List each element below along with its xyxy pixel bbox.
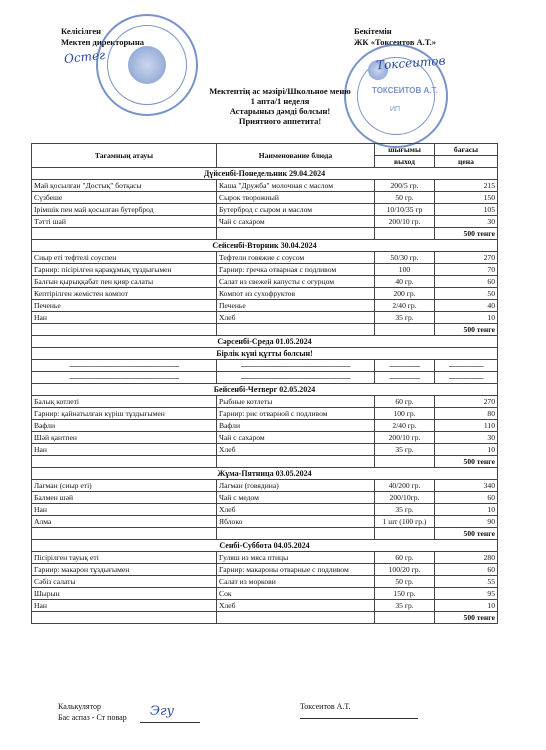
dish-name-ru: Хлеб — [217, 600, 375, 612]
holiday-greeting: Бірлік күні құтты болсын! — [32, 348, 498, 360]
header-right-subtitle: ЖК «Токсеитов А.Т.» — [354, 37, 436, 47]
total-spacer — [375, 324, 435, 336]
menu-item-row — [32, 216, 498, 228]
dish-name-kz: Май қосылған "Достық" ботқасы — [32, 180, 217, 192]
dish-name-kz: Лагман (сиыр еті) — [32, 480, 217, 492]
dish-name-kz: Тәтті шай — [32, 216, 217, 228]
total-spacer — [217, 456, 375, 468]
menu-table — [31, 143, 498, 624]
dish-price: 60 — [435, 276, 498, 288]
day-total-row — [32, 324, 498, 336]
dish-output: 40 гр. — [375, 276, 435, 288]
dish-name-ru: Вафли — [217, 420, 375, 432]
dish-name-ru: Компот из сухофруктов — [217, 288, 375, 300]
dish-name-kz: Гарнир: пісірілген қарақұмық тұздығымен — [32, 264, 217, 276]
dish-name-kz: Балғын қырыққабат пен қияр салаты — [32, 276, 217, 288]
state-emblem-icon — [128, 46, 166, 84]
dish-name-ru: Чай с сахаром — [217, 432, 375, 444]
dish-name-kz: Балмен шәй — [32, 492, 217, 504]
dish-output: 2/40 гр. — [375, 300, 435, 312]
menu-item-row — [32, 288, 498, 300]
dish-output: 2/40 гр. — [375, 420, 435, 432]
dash-cell: ----------------- — [435, 360, 498, 372]
dish-name-kz: Гарнир: қайнатылған күріш тұздығымен — [32, 408, 217, 420]
dish-price: 30 — [435, 432, 498, 444]
day-header-row — [32, 336, 498, 348]
dish-price: 90 — [435, 516, 498, 528]
dish-name-kz: Сәбіз салаты — [32, 576, 217, 588]
dish-output: 10/10/35 гр — [375, 204, 435, 216]
day-total: 500 тенге — [435, 228, 498, 240]
school-stamp — [96, 14, 198, 116]
dish-name-kz: Вафли — [32, 420, 217, 432]
menu-item-row — [32, 444, 498, 456]
cook-signature: Эгу — [150, 704, 175, 719]
menu-item-row — [32, 300, 498, 312]
dish-price: 215 — [435, 180, 498, 192]
menu-item-row — [32, 576, 498, 588]
day-title: Жұма-Пятница 03.05.2024 — [32, 468, 498, 480]
menu-item-row — [32, 204, 498, 216]
day-total-row — [32, 228, 498, 240]
dish-name-ru: Каша "Дружба" молочная с маслом — [217, 180, 375, 192]
dish-price: 10 — [435, 444, 498, 456]
total-spacer — [217, 228, 375, 240]
dish-name-ru: Гарнир: гречка отварная с подливом — [217, 264, 375, 276]
dish-price: 40 — [435, 300, 498, 312]
dish-price: 80 — [435, 408, 498, 420]
dish-output: 100/20 гр. — [375, 564, 435, 576]
title-line-1: Мектептің ас мәзірі/Школьное меню — [209, 86, 351, 96]
day-header-row — [32, 540, 498, 552]
dish-output: 50 гр. — [375, 192, 435, 204]
dish-name-ru: Бутерброд с сыром и маслом — [217, 204, 375, 216]
menu-item-row — [32, 588, 498, 600]
menu-item-row — [32, 432, 498, 444]
dash-row — [32, 372, 498, 384]
day-total-row — [32, 528, 498, 540]
dish-output: 200/5 гр. — [375, 180, 435, 192]
total-spacer — [217, 612, 375, 624]
dish-name-kz: Шырын — [32, 588, 217, 600]
dish-name-ru: Гуляш из мяса птицы — [217, 552, 375, 564]
dish-price: 340 — [435, 480, 498, 492]
col-header-kz: Тағамның атауы — [32, 144, 217, 168]
dish-name-ru: Печенье — [217, 300, 375, 312]
header-left-title: Келісілген — [61, 26, 102, 36]
dish-name-ru: Сок — [217, 588, 375, 600]
menu-item-row — [32, 600, 498, 612]
dish-price: 110 — [435, 420, 498, 432]
dish-price: 60 — [435, 564, 498, 576]
footer-cook-line — [140, 722, 200, 723]
dash-cell: --------------- — [375, 372, 435, 384]
col-header-price-top: бағасы — [435, 144, 498, 156]
dish-output: 200 гр. — [375, 288, 435, 300]
title-line-4: Приятного аппетита! — [238, 116, 322, 126]
dish-name-kz: Нан — [32, 600, 217, 612]
dish-output: 100 — [375, 264, 435, 276]
dish-output: 35 гр. — [375, 600, 435, 612]
header-right-title: Бекітемін — [354, 26, 392, 36]
dish-name-kz: Кептірілген жемістен компот — [32, 288, 217, 300]
total-spacer — [375, 528, 435, 540]
dish-price: 150 — [435, 192, 498, 204]
dish-price: 10 — [435, 600, 498, 612]
dish-name-ru: Гарнир: рис отварной с подливом — [217, 408, 375, 420]
dish-output: 50/30 гр. — [375, 252, 435, 264]
menu-item-row — [32, 492, 498, 504]
menu-item-row — [32, 276, 498, 288]
total-spacer — [375, 456, 435, 468]
day-total: 500 тенге — [435, 612, 498, 624]
dish-price: 10 — [435, 504, 498, 516]
day-header-row — [32, 168, 498, 180]
dash-cell: ------------------------------------------------------ — [217, 360, 375, 372]
dash-cell: ------------------------------------------------------ — [32, 372, 217, 384]
total-spacer — [32, 324, 217, 336]
header-left-subtitle: Мектеп директорына — [61, 37, 144, 47]
day-header-row — [32, 468, 498, 480]
dash-row — [32, 360, 498, 372]
dish-price: 280 — [435, 552, 498, 564]
total-spacer — [32, 228, 217, 240]
dish-name-ru: Хлеб — [217, 444, 375, 456]
total-spacer — [32, 612, 217, 624]
total-spacer — [375, 612, 435, 624]
dish-output: 40/200 гр. — [375, 480, 435, 492]
menu-item-row — [32, 264, 498, 276]
total-spacer — [217, 324, 375, 336]
dish-price: 270 — [435, 396, 498, 408]
footer-calc-label: Калькулятор — [58, 702, 101, 711]
dish-name-kz: Нан — [32, 312, 217, 324]
dish-price: 10 — [435, 312, 498, 324]
day-title: Сәрсенбі-Среда 01.05.2024 — [32, 336, 498, 348]
dish-price: 30 — [435, 216, 498, 228]
col-header-price-bottom: цена — [435, 156, 498, 168]
dish-price: 60 — [435, 492, 498, 504]
dish-output: 35 гр. — [375, 312, 435, 324]
table-header-row — [32, 144, 498, 156]
title-line-3: Астарыныз дәмді болсын! — [229, 106, 331, 116]
col-header-ru: Наименование блюда — [217, 144, 375, 168]
menu-item-row — [32, 504, 498, 516]
day-title: Сейсенбі-Вторник 30.04.2024 — [32, 240, 498, 252]
menu-item-row — [32, 480, 498, 492]
total-spacer — [375, 228, 435, 240]
menu-item-row — [32, 564, 498, 576]
dish-name-ru: Салат из моркови — [217, 576, 375, 588]
col-header-out-bottom: выход — [375, 156, 435, 168]
dish-output: 150 гр. — [375, 588, 435, 600]
dish-price: 70 — [435, 264, 498, 276]
dish-output: 35 гр. — [375, 504, 435, 516]
director-signature: Ocтег — [63, 47, 106, 67]
dish-output: 35 гр. — [375, 444, 435, 456]
dish-name-ru: Тефтели говяжие с соусом — [217, 252, 375, 264]
footer-cook-label: Бас аспаз - Ст повар — [58, 713, 127, 722]
dish-name-kz: Ірімшік пен май қосылған бутерброд — [32, 204, 217, 216]
dish-price: 55 — [435, 576, 498, 588]
dish-output: 60 гр. — [375, 396, 435, 408]
menu-item-row — [32, 252, 498, 264]
dish-name-kz: Сиыр еті тефтелі соуспен — [32, 252, 217, 264]
menu-item-row — [32, 408, 498, 420]
menu-item-row — [32, 396, 498, 408]
dish-price: 270 — [435, 252, 498, 264]
dish-name-kz: Сүзбеше — [32, 192, 217, 204]
stamp-ip: ИП — [390, 106, 401, 113]
dish-name-ru: Гарнир: макароны отварные с подливом — [217, 564, 375, 576]
dish-name-ru: Хлеб — [217, 312, 375, 324]
day-total-row — [32, 612, 498, 624]
menu-table-body — [32, 144, 498, 624]
dish-name-ru: Яблоко — [217, 516, 375, 528]
dish-name-kz: Нан — [32, 504, 217, 516]
day-total: 500 тенге — [435, 528, 498, 540]
dish-name-ru: Сырок творожный — [217, 192, 375, 204]
dish-price: 105 — [435, 204, 498, 216]
day-title: Сенбі-Суббота 04.05.2024 — [32, 540, 498, 552]
menu-item-row — [32, 420, 498, 432]
dish-name-kz: Пісірілген тауық еті — [32, 552, 217, 564]
holiday-row — [32, 348, 498, 360]
dish-name-ru: Рыбные котлеты — [217, 396, 375, 408]
dish-price: 50 — [435, 288, 498, 300]
dish-name-ru: Чай с медом — [217, 492, 375, 504]
footer-signer-line — [300, 718, 418, 719]
day-total: 500 тенге — [435, 324, 498, 336]
dish-output: 1 шт (100 гр.) — [375, 516, 435, 528]
stamp-name: ТОКСЕИТОВ А.Т. — [372, 86, 438, 95]
dash-cell: --------------- — [375, 360, 435, 372]
menu-item-row — [32, 516, 498, 528]
dish-name-kz: Печенье — [32, 300, 217, 312]
dish-name-ru: Лагман (говядина) — [217, 480, 375, 492]
dash-cell: ------------------------------------------------------ — [217, 372, 375, 384]
dish-name-kz: Шәй қантпен — [32, 432, 217, 444]
dish-price: 95 — [435, 588, 498, 600]
dish-name-kz: Балық котлеті — [32, 396, 217, 408]
dish-output: 200/10 гр. — [375, 432, 435, 444]
total-spacer — [217, 528, 375, 540]
dash-cell: ----------------- — [435, 372, 498, 384]
dish-output: 200/10 гр. — [375, 216, 435, 228]
menu-item-row — [32, 180, 498, 192]
dish-name-ru: Чай с сахаром — [217, 216, 375, 228]
dish-name-kz: Нан — [32, 444, 217, 456]
dish-name-ru: Хлеб — [217, 504, 375, 516]
dish-output: 100 гр. — [375, 408, 435, 420]
day-title: Дүйсенбі-Понедельник 29.04.2024 — [32, 168, 498, 180]
dash-cell: ------------------------------------------------------ — [32, 360, 217, 372]
total-spacer — [32, 528, 217, 540]
day-header-row — [32, 240, 498, 252]
menu-title — [190, 86, 370, 126]
day-total: 500 тенге — [435, 456, 498, 468]
menu-item-row — [32, 192, 498, 204]
col-header-out-top: шығымы — [375, 144, 435, 156]
dish-output: 60 гр. — [375, 552, 435, 564]
day-title: Бейсенбі-Четверг 02.05.2024 — [32, 384, 498, 396]
dish-output: 200/10гр. — [375, 492, 435, 504]
dish-name-kz: Гарнир: макарон тұздығымен — [32, 564, 217, 576]
day-header-row — [32, 384, 498, 396]
total-spacer — [32, 456, 217, 468]
menu-item-row — [32, 312, 498, 324]
dish-name-kz: Алма — [32, 516, 217, 528]
footer-signer: Токсеитов А.Т. — [300, 702, 351, 711]
menu-item-row — [32, 552, 498, 564]
dish-name-ru: Салат из свежей капусты с огурцом — [217, 276, 375, 288]
dish-output: 50 гр. — [375, 576, 435, 588]
day-total-row — [32, 456, 498, 468]
right-signature: Токсеитов — [375, 53, 446, 73]
title-line-2: 1 апта/1 неделя — [250, 96, 310, 106]
